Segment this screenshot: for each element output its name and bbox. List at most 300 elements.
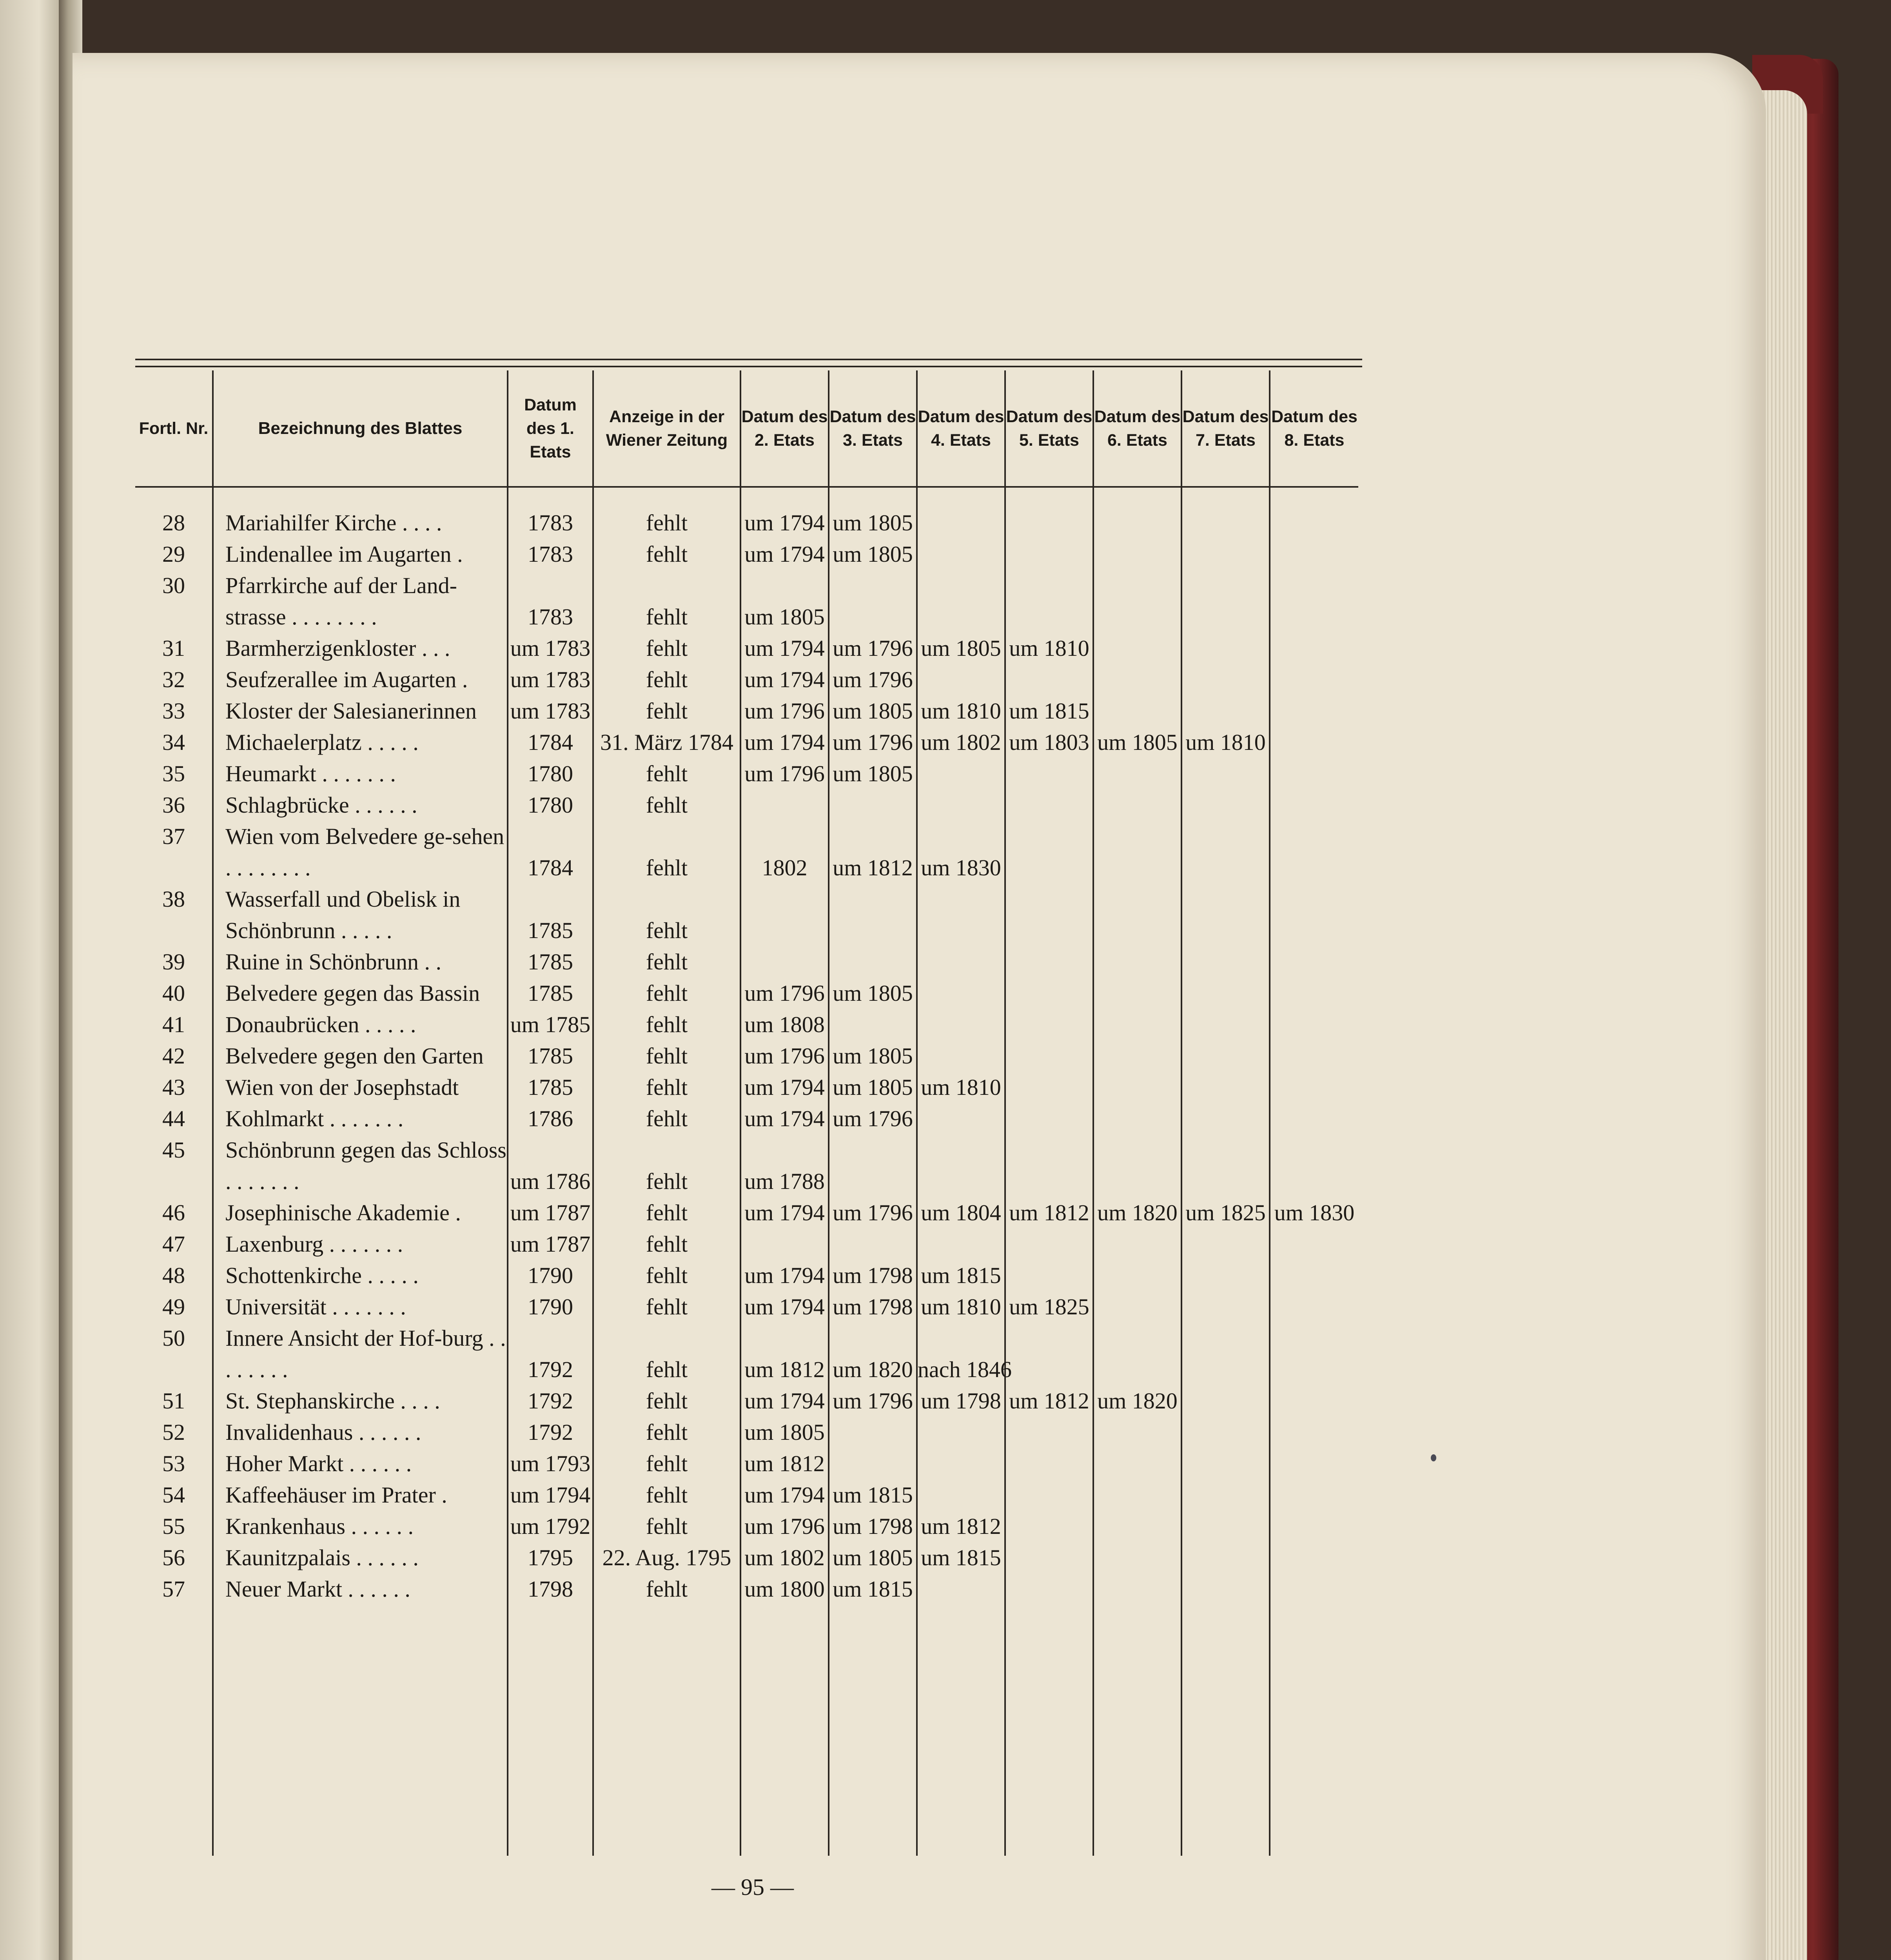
row-etat-2: um 1794 <box>740 1291 829 1323</box>
row-number: 50 <box>162 1325 185 1351</box>
row-title: Schönbrunn gegen das Schloss . . . . . . . <box>213 1134 508 1197</box>
row-etat-2: um 1788 <box>740 1134 829 1197</box>
row-etat-7 <box>1181 1448 1270 1479</box>
row-etat-1: 1783 <box>508 507 593 539</box>
row-number: 41 <box>162 1012 185 1037</box>
row-etat-4: um 1798 <box>917 1385 1005 1417</box>
row-etat-5: um 1812 <box>1005 1197 1093 1229</box>
row-title: Michaelerplatz . . . . . <box>213 727 508 758</box>
row-etat-8 <box>1270 695 1358 727</box>
page-number: — 95 — <box>711 1874 794 1900</box>
row-etat-4 <box>917 789 1005 821</box>
row-etat-6 <box>1093 1009 1181 1040</box>
row-etat-6: um 1805 <box>1093 727 1181 758</box>
row-title: Innere Ansicht der Hof-burg . . . . . . . . <box>213 1323 508 1385</box>
row-etat-4 <box>917 539 1005 570</box>
row-etat-7 <box>1181 821 1270 884</box>
row-etat-2: um 1796 <box>740 695 829 727</box>
row-etat-4: um 1804 <box>917 1197 1005 1229</box>
row-etat-3: um 1812 <box>829 821 917 884</box>
row-etat-6 <box>1093 1479 1181 1511</box>
row-etat-1: um 1783 <box>508 695 593 727</box>
table-row <box>135 695 1358 727</box>
row-etat-8 <box>1270 789 1358 821</box>
row-etat-3 <box>829 1448 917 1479</box>
table-row <box>135 1103 1358 1134</box>
row-etat-4 <box>917 1040 1005 1072</box>
table-row <box>135 1260 1358 1291</box>
row-etat-2: um 1794 <box>740 1385 829 1417</box>
header-etat-5: Datum des 5. Etats <box>1005 370 1093 487</box>
row-etat-7 <box>1181 507 1270 539</box>
row-title: Ruine in Schönbrunn . . <box>213 946 508 978</box>
header-bezeichnung: Bezeichnung des Blattes <box>213 370 508 487</box>
row-etat-2: um 1805 <box>740 570 829 633</box>
row-wiener-zeitung: fehlt <box>593 1417 740 1448</box>
table-spacer-row <box>135 487 1358 507</box>
row-number: 52 <box>162 1419 185 1445</box>
row-etat-3: um 1796 <box>829 1197 917 1229</box>
row-title: Kloster der Salesianerinnen <box>213 695 508 727</box>
row-title: Barmherzigenkloster . . . <box>213 633 508 664</box>
row-etat-8 <box>1270 946 1358 978</box>
row-title: St. Stephanskirche . . . . <box>213 1385 508 1417</box>
row-etat-8 <box>1270 664 1358 695</box>
row-etat-1: um 1786 <box>508 1134 593 1197</box>
row-etat-7 <box>1181 758 1270 789</box>
row-etat-2 <box>740 1229 829 1260</box>
row-etat-5 <box>1005 664 1093 695</box>
row-number: 44 <box>162 1106 185 1131</box>
row-etat-4 <box>917 1134 1005 1197</box>
row-wiener-zeitung: fehlt <box>593 1291 740 1323</box>
row-etat-4 <box>917 1417 1005 1448</box>
row-etat-2: um 1794 <box>740 664 829 695</box>
row-etat-6 <box>1093 507 1181 539</box>
table-row <box>135 1040 1358 1072</box>
row-etat-7 <box>1181 570 1270 633</box>
row-number: 34 <box>162 730 185 755</box>
row-number: 49 <box>162 1294 185 1319</box>
row-etat-7 <box>1181 1542 1270 1573</box>
row-etat-4: nach 1846 <box>917 1323 1005 1385</box>
row-etat-3: um 1796 <box>829 727 917 758</box>
row-etat-3: um 1798 <box>829 1291 917 1323</box>
row-wiener-zeitung: fehlt <box>593 884 740 946</box>
row-etat-5 <box>1005 1417 1093 1448</box>
row-etat-5 <box>1005 1573 1093 1605</box>
row-etat-1: um 1787 <box>508 1229 593 1260</box>
row-etat-7 <box>1181 539 1270 570</box>
row-etat-1: um 1792 <box>508 1511 593 1542</box>
row-etat-4: um 1802 <box>917 727 1005 758</box>
row-etat-6 <box>1093 789 1181 821</box>
row-etat-7 <box>1181 633 1270 664</box>
row-etat-8 <box>1270 1260 1358 1291</box>
row-wiener-zeitung: fehlt <box>593 1134 740 1197</box>
row-etat-6 <box>1093 978 1181 1009</box>
row-etat-5 <box>1005 1040 1093 1072</box>
row-wiener-zeitung: fehlt <box>593 695 740 727</box>
row-etat-7 <box>1181 1260 1270 1291</box>
row-etat-8 <box>1270 1040 1358 1072</box>
row-etat-5 <box>1005 821 1093 884</box>
row-number: 36 <box>162 792 185 818</box>
row-number: 38 <box>162 886 185 912</box>
row-etat-3: um 1796 <box>829 1385 917 1417</box>
row-etat-3: um 1796 <box>829 1103 917 1134</box>
row-etat-3: um 1805 <box>829 1542 917 1573</box>
row-etat-3 <box>829 789 917 821</box>
table-row <box>135 1542 1358 1573</box>
row-etat-8 <box>1270 758 1358 789</box>
table-empty-space-row <box>135 1605 1358 1856</box>
row-etat-8 <box>1270 1323 1358 1385</box>
row-wiener-zeitung: fehlt <box>593 758 740 789</box>
row-title: Neuer Markt . . . . . . <box>213 1573 508 1605</box>
row-etat-5 <box>1005 1009 1093 1040</box>
row-etat-4 <box>917 1009 1005 1040</box>
row-etat-6: um 1820 <box>1093 1197 1181 1229</box>
row-etat-1: 1785 <box>508 1040 593 1072</box>
row-etat-5: um 1825 <box>1005 1291 1093 1323</box>
row-etat-1: 1790 <box>508 1260 593 1291</box>
row-etat-1: 1795 <box>508 1542 593 1573</box>
row-etat-4: um 1812 <box>917 1511 1005 1542</box>
row-wiener-zeitung: fehlt <box>593 1385 740 1417</box>
row-etat-8 <box>1270 1134 1358 1197</box>
row-etat-6 <box>1093 1417 1181 1448</box>
row-etat-8 <box>1270 1511 1358 1542</box>
row-etat-4 <box>917 758 1005 789</box>
row-etat-7 <box>1181 1072 1270 1103</box>
row-etat-6 <box>1093 1542 1181 1573</box>
row-etat-6 <box>1093 884 1181 946</box>
row-etat-8 <box>1270 1417 1358 1448</box>
row-title: Pfarrkirche auf der Land-strasse . . . . . . . . <box>213 570 508 633</box>
row-etat-4: um 1830 <box>917 821 1005 884</box>
row-etat-4 <box>917 1448 1005 1479</box>
row-etat-5: um 1812 <box>1005 1385 1093 1417</box>
row-etat-4 <box>917 507 1005 539</box>
row-etat-5 <box>1005 1479 1093 1511</box>
row-title: Kaunitzpalais . . . . . . <box>213 1542 508 1573</box>
row-etat-1: um 1783 <box>508 664 593 695</box>
row-title: Krankenhaus . . . . . . <box>213 1511 508 1542</box>
row-wiener-zeitung: fehlt <box>593 1072 740 1103</box>
row-etat-7 <box>1181 1323 1270 1385</box>
row-etat-5 <box>1005 1323 1093 1385</box>
table-row <box>135 1134 1358 1197</box>
row-title: Belvedere gegen den Garten <box>213 1040 508 1072</box>
row-etat-8 <box>1270 884 1358 946</box>
row-title: Invalidenhaus . . . . . . <box>213 1417 508 1448</box>
row-number: 53 <box>162 1451 185 1476</box>
row-title: Mariahilfer Kirche . . . . <box>213 507 508 539</box>
row-title: Wien vom Belvedere ge-sehen . . . . . . . . <box>213 821 508 884</box>
row-etat-4: um 1815 <box>917 1260 1005 1291</box>
row-etat-3: um 1805 <box>829 539 917 570</box>
row-etat-3: um 1805 <box>829 1072 917 1103</box>
row-etat-3: um 1798 <box>829 1511 917 1542</box>
row-wiener-zeitung: fehlt <box>593 664 740 695</box>
row-etat-2: um 1794 <box>740 727 829 758</box>
row-etat-7: um 1825 <box>1181 1197 1270 1229</box>
table-body <box>135 487 1358 1856</box>
row-etat-5: um 1815 <box>1005 695 1093 727</box>
row-etat-1: 1780 <box>508 789 593 821</box>
row-wiener-zeitung: fehlt <box>593 1479 740 1511</box>
row-title: Seufzerallee im Augarten . <box>213 664 508 695</box>
row-etat-1: 1784 <box>508 821 593 884</box>
row-number: 35 <box>162 761 185 786</box>
row-etat-2: 1802 <box>740 821 829 884</box>
row-etat-4 <box>917 1573 1005 1605</box>
row-etat-8 <box>1270 507 1358 539</box>
row-etat-2: um 1805 <box>740 1417 829 1448</box>
row-etat-3 <box>829 1417 917 1448</box>
row-etat-4: um 1810 <box>917 1291 1005 1323</box>
row-title: Wien von der Josephstadt <box>213 1072 508 1103</box>
row-etat-8 <box>1270 1542 1358 1573</box>
row-number: 56 <box>162 1545 185 1570</box>
row-etat-1: 1780 <box>508 758 593 789</box>
row-etat-3: um 1805 <box>829 695 917 727</box>
row-etat-3: um 1815 <box>829 1573 917 1605</box>
row-etat-5 <box>1005 570 1093 633</box>
row-etat-5 <box>1005 789 1093 821</box>
row-etat-6 <box>1093 758 1181 789</box>
row-etat-7 <box>1181 1385 1270 1417</box>
row-title: Lindenallee im Augarten . <box>213 539 508 570</box>
row-etat-6 <box>1093 1229 1181 1260</box>
row-etat-5 <box>1005 758 1093 789</box>
row-etat-5 <box>1005 507 1093 539</box>
row-etat-2: um 1796 <box>740 1040 829 1072</box>
row-etat-6 <box>1093 1040 1181 1072</box>
row-etat-4 <box>917 1103 1005 1134</box>
table-row <box>135 1448 1358 1479</box>
row-wiener-zeitung: fehlt <box>593 821 740 884</box>
row-etat-1: 1783 <box>508 539 593 570</box>
row-etat-3: um 1805 <box>829 758 917 789</box>
table-row <box>135 821 1358 884</box>
row-etat-8 <box>1270 1448 1358 1479</box>
row-etat-2 <box>740 946 829 978</box>
row-etat-2: um 1794 <box>740 1479 829 1511</box>
row-etat-1: 1786 <box>508 1103 593 1134</box>
row-wiener-zeitung: fehlt <box>593 1009 740 1040</box>
row-etat-2 <box>740 884 829 946</box>
row-etat-2: um 1794 <box>740 1072 829 1103</box>
row-etat-3: um 1805 <box>829 978 917 1009</box>
row-etat-5 <box>1005 1260 1093 1291</box>
row-number: 46 <box>162 1200 185 1225</box>
row-etat-7 <box>1181 695 1270 727</box>
row-etat-7: um 1810 <box>1181 727 1270 758</box>
row-etat-4: um 1805 <box>917 633 1005 664</box>
row-etat-6 <box>1093 1511 1181 1542</box>
row-etat-8 <box>1270 1291 1358 1323</box>
row-etat-3: um 1798 <box>829 1260 917 1291</box>
row-title: Kaffeehäuser im Prater . <box>213 1479 508 1511</box>
row-etat-8 <box>1270 1573 1358 1605</box>
row-etat-5 <box>1005 1103 1093 1134</box>
row-wiener-zeitung: fehlt <box>593 789 740 821</box>
row-etat-4 <box>917 664 1005 695</box>
row-number: 29 <box>162 541 185 567</box>
row-etat-3: um 1820 <box>829 1323 917 1385</box>
row-etat-7 <box>1181 884 1270 946</box>
row-etat-6 <box>1093 664 1181 695</box>
row-etat-6 <box>1093 1448 1181 1479</box>
paper-mark <box>1431 1454 1436 1461</box>
table-row <box>135 1417 1358 1448</box>
header-etat-8: Datum des 8. Etats <box>1270 370 1358 487</box>
row-etat-6 <box>1093 1260 1181 1291</box>
row-etat-2: um 1794 <box>740 1103 829 1134</box>
row-etat-1: um 1785 <box>508 1009 593 1040</box>
header-fortl-nr: Fortl. Nr. <box>135 370 213 487</box>
row-etat-1: um 1794 <box>508 1479 593 1511</box>
row-number: 45 <box>162 1137 185 1163</box>
row-etat-8 <box>1270 633 1358 664</box>
row-etat-1: 1784 <box>508 727 593 758</box>
row-wiener-zeitung: fehlt <box>593 1260 740 1291</box>
table-row <box>135 727 1358 758</box>
row-etat-1: um 1787 <box>508 1197 593 1229</box>
row-number: 30 <box>162 573 185 598</box>
row-etat-8 <box>1270 978 1358 1009</box>
row-wiener-zeitung: fehlt <box>593 1197 740 1229</box>
row-etat-5: um 1810 <box>1005 633 1093 664</box>
row-etat-7 <box>1181 1573 1270 1605</box>
row-etat-1: 1783 <box>508 570 593 633</box>
row-etat-6 <box>1093 1103 1181 1134</box>
row-etat-7 <box>1181 1040 1270 1072</box>
row-etat-1: 1785 <box>508 946 593 978</box>
row-number: 54 <box>162 1482 185 1508</box>
row-etat-6 <box>1093 1072 1181 1103</box>
row-etat-6 <box>1093 633 1181 664</box>
row-number: 43 <box>162 1074 185 1100</box>
row-etat-2 <box>740 789 829 821</box>
row-etat-3: um 1805 <box>829 1040 917 1072</box>
row-etat-4 <box>917 884 1005 946</box>
header-etat-2: Datum des 2. Etats <box>740 370 829 487</box>
row-number: 40 <box>162 980 185 1006</box>
row-etat-8 <box>1270 1385 1358 1417</box>
row-etat-5 <box>1005 539 1093 570</box>
row-etat-4: um 1810 <box>917 1072 1005 1103</box>
header-etat-1: Datum des 1. Etats <box>508 370 593 487</box>
row-etat-1: 1792 <box>508 1323 593 1385</box>
table-row <box>135 978 1358 1009</box>
row-etat-5 <box>1005 946 1093 978</box>
row-etat-4 <box>917 946 1005 978</box>
row-number: 42 <box>162 1043 185 1069</box>
row-wiener-zeitung: fehlt <box>593 1448 740 1479</box>
row-etat-4 <box>917 1229 1005 1260</box>
row-etat-7 <box>1181 664 1270 695</box>
row-etat-6 <box>1093 539 1181 570</box>
row-etat-7 <box>1181 1417 1270 1448</box>
table-top-double-rule <box>135 359 1362 367</box>
row-etat-8 <box>1270 1479 1358 1511</box>
row-title: Schottenkirche . . . . . <box>213 1260 508 1291</box>
row-etat-3 <box>829 946 917 978</box>
row-etat-4: um 1815 <box>917 1542 1005 1573</box>
row-etat-2: um 1794 <box>740 1197 829 1229</box>
table-row <box>135 946 1358 978</box>
row-etat-8 <box>1270 539 1358 570</box>
row-etat-2: um 1794 <box>740 539 829 570</box>
row-etat-7 <box>1181 1479 1270 1511</box>
row-title: Wasserfall und Obelisk in Schönbrunn . . . . . <box>213 884 508 946</box>
row-etat-6 <box>1093 821 1181 884</box>
header-etat-7: Datum des 7. Etats <box>1181 370 1270 487</box>
row-etat-2: um 1800 <box>740 1573 829 1605</box>
catalogue-table <box>135 370 1358 1856</box>
row-etat-8 <box>1270 1072 1358 1103</box>
row-number: 39 <box>162 949 185 975</box>
row-etat-5 <box>1005 884 1093 946</box>
row-etat-7 <box>1181 946 1270 978</box>
row-etat-3: um 1815 <box>829 1479 917 1511</box>
row-title: Belvedere gegen das Bassin <box>213 978 508 1009</box>
row-etat-7 <box>1181 1511 1270 1542</box>
row-number: 57 <box>162 1576 185 1602</box>
row-wiener-zeitung: fehlt <box>593 1511 740 1542</box>
table-row <box>135 1072 1358 1103</box>
row-etat-4 <box>917 1479 1005 1511</box>
row-etat-1: um 1783 <box>508 633 593 664</box>
row-wiener-zeitung: fehlt <box>593 1229 740 1260</box>
table-row <box>135 1479 1358 1511</box>
row-number: 47 <box>162 1231 185 1257</box>
row-etat-5 <box>1005 1134 1093 1197</box>
table-row <box>135 1197 1358 1229</box>
row-etat-1: 1785 <box>508 978 593 1009</box>
header-etat-3: Datum des 3. Etats <box>829 370 917 487</box>
table-header-row <box>135 370 1358 487</box>
row-etat-4: um 1810 <box>917 695 1005 727</box>
table-row <box>135 758 1358 789</box>
row-title: Universität . . . . . . . <box>213 1291 508 1323</box>
row-etat-6 <box>1093 695 1181 727</box>
row-etat-1: 1798 <box>508 1573 593 1605</box>
row-etat-5: um 1803 <box>1005 727 1093 758</box>
row-number: 51 <box>162 1388 185 1414</box>
row-etat-1: um 1793 <box>508 1448 593 1479</box>
row-number: 28 <box>162 510 185 535</box>
row-number: 55 <box>162 1514 185 1539</box>
row-etat-1: 1785 <box>508 884 593 946</box>
row-etat-2: um 1796 <box>740 1511 829 1542</box>
row-etat-6 <box>1093 1323 1181 1385</box>
row-etat-3 <box>829 1009 917 1040</box>
table-row <box>135 1229 1358 1260</box>
row-etat-2: um 1796 <box>740 758 829 789</box>
row-etat-5 <box>1005 1511 1093 1542</box>
row-etat-1: 1790 <box>508 1291 593 1323</box>
row-wiener-zeitung: fehlt <box>593 633 740 664</box>
row-etat-7 <box>1181 978 1270 1009</box>
header-wiener-zeitung: Anzeige in der Wiener Zeitung <box>593 370 740 487</box>
row-etat-3 <box>829 884 917 946</box>
row-etat-2: um 1794 <box>740 633 829 664</box>
row-etat-3 <box>829 1134 917 1197</box>
